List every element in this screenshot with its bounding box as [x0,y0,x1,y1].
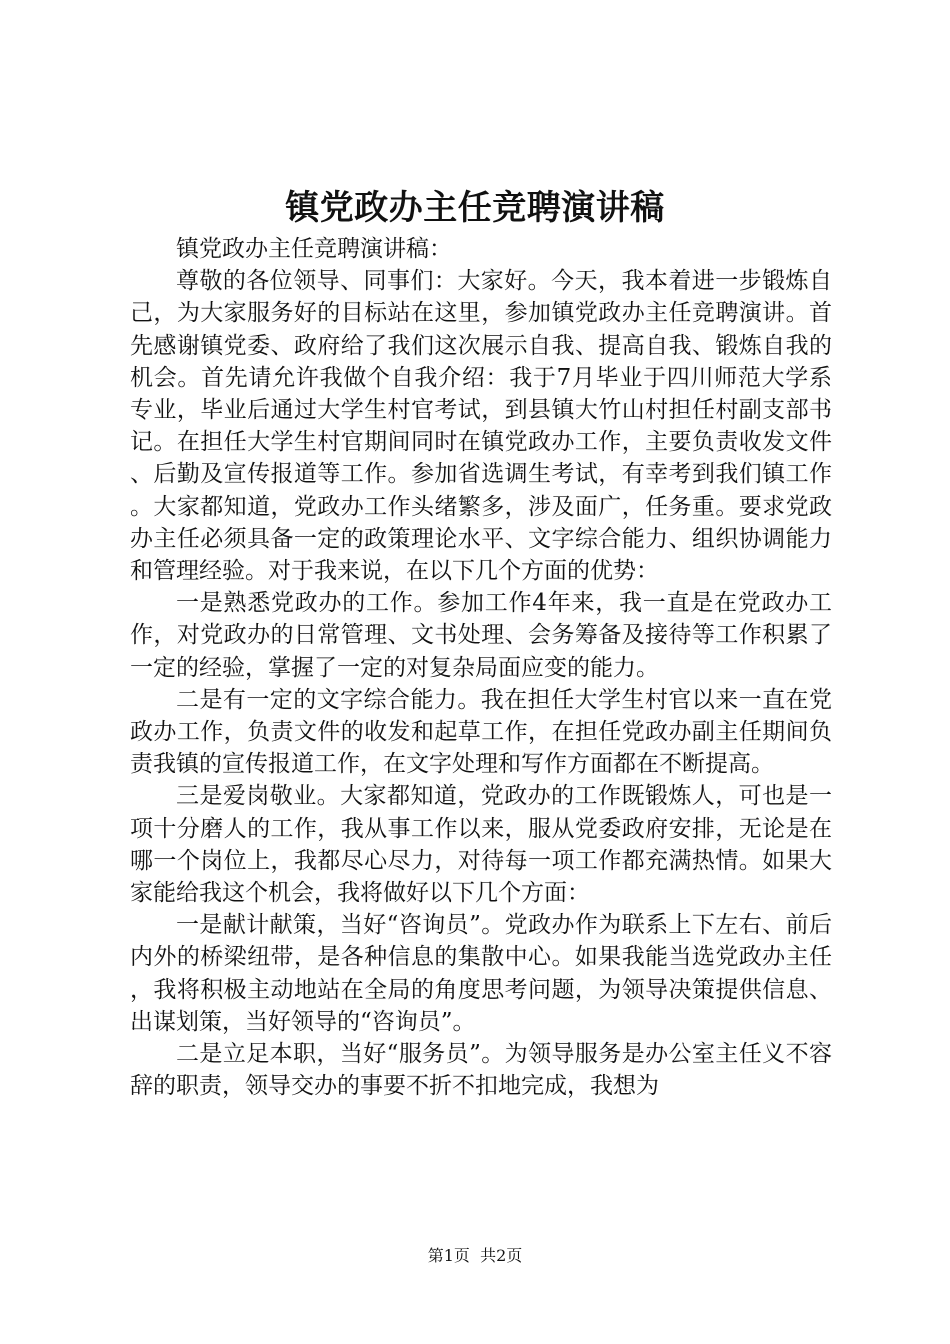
document-title: 镇党政办主任竞聘演讲稿 [285,188,665,228]
paragraph-introduction: 尊敬的各位领导、同事们：大家好。今天，我本着进一步锻炼自己，为大家服务好的目标站在这里，参加镇党政办主任竞聘演讲。首先感谢镇党委、政府给了我们这次展示自我、提高自我、锻炼自我的机会。首先请允许我做个自我介绍：我于7月毕业于四川师范大学系专业，毕业后通过大学生村官考试，到县镇大竹山村担任村副支部书记。在担任大学生村官期间同时在镇党政办工作，主要负责收发文件、后勤及宣传报道等工作。参加省选调生考试，有幸考到我们镇工作。大家都知道，党政办工作头绪繁多，涉及面广，任务重。要求党政办主任必须具备一定的政策理论水平、文字综合能力、组织协调能力和管理经验。对于我来说，在以下几个方面的优势： [130,268,832,585]
paragraph-strength-three: 三是爱岗敬业。大家都知道，党政办的工作既锻炼人，可也是一项十分磨人的工作，我从事工作以来，服从党委政府安排，无论是在哪一个岗位上，我都尽心尽力，对待每一项工作都充满热情。如果大家能给我这个机会，我将做好以下几个方面： [130,783,832,907]
page-total: 共2页 [480,1246,523,1265]
page-footer [0,1245,950,1267]
paragraph-plan-two: 二是立足本职，当好“服务员”。为领导服务是办公室主任义不容辞的职责，领导交办的事要不折不扣地完成，我想为 [130,1041,832,1100]
document-body [130,233,832,1102]
paragraph-heading: 镇党政办主任竞聘演讲稿： [176,236,452,262]
paragraph-strength-one: 一是熟悉党政办的工作。参加工作4年来，我一直是在党政办工作，对党政办的日常管理、文书处理、会务筹备及接待等工作积累了一定的经验，掌握了一定的对复杂局面应变的能力。 [130,590,832,681]
paragraph-strength-two: 二是有一定的文字综合能力。我在担任大学生村官以来一直在党政办工作，负责文件的收发和起草工作，在担任党政办副主任期间负责我镇的宣传报道工作，在文字处理和写作方面都在不断提高。 [130,686,832,778]
page-number: 第1页 [427,1246,470,1265]
paragraph-plan-one: 一是献计献策，当好“咨询员”。党政办作为联系上下左右、前后内外的桥梁纽带，是各种信息的集散中心。如果我能当选党政办主任，我将积极主动地站在全局的角度思考问题，为领导决策提供信息、出谋划策，当好领导的“咨询员”。 [130,912,832,1035]
